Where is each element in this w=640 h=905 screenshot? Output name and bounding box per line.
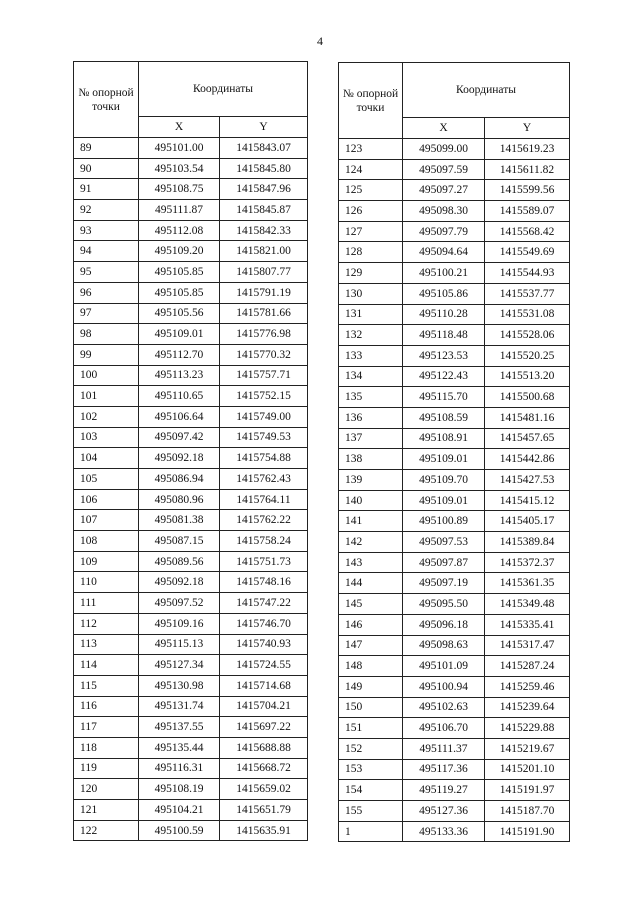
point-number-cell: 111 [74, 593, 139, 614]
point-number-cell: 113 [74, 634, 139, 655]
y-coordinate-cell: 1415668.72 [220, 758, 308, 779]
x-coordinate-cell: 495106.70 [403, 718, 485, 739]
x-coordinate-cell: 495098.63 [403, 635, 485, 656]
coordinates-header: Координаты [139, 62, 308, 117]
table-row [74, 655, 308, 676]
y-coordinate-cell: 1415845.87 [220, 200, 308, 221]
point-number-cell: 99 [74, 344, 139, 365]
point-number-cell: 153 [339, 759, 403, 780]
table-row [74, 758, 308, 779]
point-number-cell: 95 [74, 262, 139, 283]
point-number-cell: 131 [339, 304, 403, 325]
x-coordinate-cell: 495105.86 [403, 283, 485, 304]
y-coordinate-cell: 1415427.53 [485, 470, 570, 491]
x-coordinate-cell: 495108.75 [139, 179, 220, 200]
point-number-cell: 109 [74, 551, 139, 572]
x-coordinate-cell: 495135.44 [139, 737, 220, 758]
table-row [339, 573, 570, 594]
table-row [339, 366, 570, 387]
x-coordinate-cell: 495122.43 [403, 366, 485, 387]
table-row [74, 220, 308, 241]
x-coordinate-cell: 495130.98 [139, 675, 220, 696]
table-row [74, 634, 308, 655]
point-number-cell: 126 [339, 201, 403, 222]
coordinates-table-right [338, 62, 570, 842]
x-column-header: X [139, 117, 220, 138]
table-row [74, 303, 308, 324]
table-row [74, 572, 308, 593]
x-coordinate-cell: 495113.23 [139, 365, 220, 386]
point-number-cell: 120 [74, 779, 139, 800]
table-body-right [339, 139, 570, 842]
y-coordinate-cell: 1415187.70 [485, 801, 570, 822]
point-number-cell: 103 [74, 427, 139, 448]
table-row [74, 365, 308, 386]
point-number-cell: 121 [74, 800, 139, 821]
point-number-cell: 98 [74, 324, 139, 345]
point-number-cell: 123 [339, 139, 403, 160]
x-coordinate-cell: 495105.85 [139, 282, 220, 303]
table-row [74, 800, 308, 821]
y-coordinate-cell: 1415229.88 [485, 718, 570, 739]
y-coordinate-cell: 1415757.71 [220, 365, 308, 386]
table-row [339, 180, 570, 201]
y-coordinate-cell: 1415405.17 [485, 511, 570, 532]
x-coordinate-cell: 495118.48 [403, 325, 485, 346]
point-number-cell: 139 [339, 470, 403, 491]
point-number-cell: 148 [339, 656, 403, 677]
point-number-cell: 130 [339, 283, 403, 304]
x-coordinate-cell: 495100.21 [403, 263, 485, 284]
table-row [74, 138, 308, 159]
table-row [339, 221, 570, 242]
y-coordinate-cell: 1415770.32 [220, 344, 308, 365]
table-row [74, 531, 308, 552]
table-row [339, 821, 570, 842]
point-number-cell: 137 [339, 428, 403, 449]
x-coordinate-cell: 495097.87 [403, 552, 485, 573]
y-coordinate-cell: 1415697.22 [220, 717, 308, 738]
table-row [339, 676, 570, 697]
x-coordinate-cell: 495109.01 [139, 324, 220, 345]
y-coordinate-cell: 1415762.22 [220, 510, 308, 531]
y-coordinate-cell: 1415568.42 [485, 221, 570, 242]
point-number-cell: 147 [339, 635, 403, 656]
x-coordinate-cell: 495109.70 [403, 470, 485, 491]
x-coordinate-cell: 495089.56 [139, 551, 220, 572]
y-coordinate-cell: 1415752.15 [220, 386, 308, 407]
table-row [74, 406, 308, 427]
x-coordinate-cell: 495106.64 [139, 406, 220, 427]
x-coordinate-cell: 495115.13 [139, 634, 220, 655]
x-coordinate-cell: 495094.64 [403, 242, 485, 263]
point-number-cell: 150 [339, 697, 403, 718]
x-coordinate-cell: 495123.53 [403, 345, 485, 366]
y-coordinate-cell: 1415361.35 [485, 573, 570, 594]
y-coordinate-cell: 1415762.43 [220, 469, 308, 490]
x-coordinate-cell: 495105.56 [139, 303, 220, 324]
point-number-cell: 124 [339, 159, 403, 180]
point-number-cell: 143 [339, 552, 403, 573]
point-number-cell: 134 [339, 366, 403, 387]
point-number-cell: 104 [74, 448, 139, 469]
table-row [74, 510, 308, 531]
table-row [339, 656, 570, 677]
x-coordinate-cell: 495100.94 [403, 676, 485, 697]
table-row [74, 469, 308, 490]
point-number-cell: 122 [74, 820, 139, 841]
y-coordinate-cell: 1415389.84 [485, 532, 570, 553]
table-row [74, 613, 308, 634]
x-coordinate-cell: 495115.70 [403, 387, 485, 408]
table-row [339, 614, 570, 635]
table-row [74, 241, 308, 262]
point-number-cell: 127 [339, 221, 403, 242]
y-column-header: Y [220, 117, 308, 138]
x-coordinate-cell: 495097.42 [139, 427, 220, 448]
y-coordinate-cell: 1415764.11 [220, 489, 308, 510]
y-coordinate-cell: 1415748.16 [220, 572, 308, 593]
y-coordinate-cell: 1415317.47 [485, 635, 570, 656]
x-coordinate-cell: 495097.59 [403, 159, 485, 180]
point-number-cell: 93 [74, 220, 139, 241]
point-number-cell: 96 [74, 282, 139, 303]
table-row [339, 594, 570, 615]
x-coordinate-cell: 495097.53 [403, 532, 485, 553]
point-number-cell: 117 [74, 717, 139, 738]
x-coordinate-cell: 495097.52 [139, 593, 220, 614]
y-coordinate-cell: 1415537.77 [485, 283, 570, 304]
y-coordinate-cell: 1415239.64 [485, 697, 570, 718]
y-coordinate-cell: 1415845.80 [220, 158, 308, 179]
table-row [339, 635, 570, 656]
x-coordinate-cell: 495087.15 [139, 531, 220, 552]
point-number-cell: 142 [339, 532, 403, 553]
x-coordinate-cell: 495109.16 [139, 613, 220, 634]
x-coordinate-cell: 495080.96 [139, 489, 220, 510]
table-row [339, 738, 570, 759]
x-coordinate-cell: 495096.18 [403, 614, 485, 635]
y-coordinate-cell: 1415191.97 [485, 780, 570, 801]
table-row [74, 427, 308, 448]
y-coordinate-cell: 1415599.56 [485, 180, 570, 201]
point-number-cell: 138 [339, 449, 403, 470]
x-coordinate-cell: 495100.59 [139, 820, 220, 841]
x-coordinate-cell: 495095.50 [403, 594, 485, 615]
table-row [74, 200, 308, 221]
table-row [74, 593, 308, 614]
x-coordinate-cell: 495112.08 [139, 220, 220, 241]
y-coordinate-cell: 1415749.53 [220, 427, 308, 448]
y-coordinate-cell: 1415481.16 [485, 407, 570, 428]
point-number-cell: 129 [339, 263, 403, 284]
table-row [339, 304, 570, 325]
y-coordinate-cell: 1415821.00 [220, 241, 308, 262]
point-number-cell: 90 [74, 158, 139, 179]
x-coordinate-cell: 495108.91 [403, 428, 485, 449]
y-coordinate-cell: 1415746.70 [220, 613, 308, 634]
point-number-header: № опорной точки [74, 62, 139, 138]
table-row [74, 344, 308, 365]
point-number-cell: 112 [74, 613, 139, 634]
table-row [339, 759, 570, 780]
x-coordinate-cell: 495110.65 [139, 386, 220, 407]
point-number-cell: 92 [74, 200, 139, 221]
point-number-cell: 146 [339, 614, 403, 635]
table-row [74, 820, 308, 841]
x-coordinate-cell: 495112.70 [139, 344, 220, 365]
x-coordinate-cell: 495137.55 [139, 717, 220, 738]
y-coordinate-cell: 1415747.22 [220, 593, 308, 614]
x-coordinate-cell: 495097.19 [403, 573, 485, 594]
table-row [339, 470, 570, 491]
table-row [74, 551, 308, 572]
table-row [74, 779, 308, 800]
y-coordinate-cell: 1415372.37 [485, 552, 570, 573]
table-row [74, 675, 308, 696]
y-coordinate-cell: 1415791.19 [220, 282, 308, 303]
table-row [339, 407, 570, 428]
y-coordinate-cell: 1415219.67 [485, 738, 570, 759]
y-coordinate-cell: 1415442.86 [485, 449, 570, 470]
x-coordinate-cell: 495109.01 [403, 449, 485, 470]
table-row [339, 325, 570, 346]
point-number-cell: 100 [74, 365, 139, 386]
point-number-cell: 114 [74, 655, 139, 676]
point-number-cell: 140 [339, 490, 403, 511]
point-number-cell: 106 [74, 489, 139, 510]
table-row [339, 159, 570, 180]
table-row [339, 490, 570, 511]
point-number-cell: 108 [74, 531, 139, 552]
x-column-header: X [403, 118, 485, 139]
point-number-cell: 132 [339, 325, 403, 346]
y-coordinate-cell: 1415714.68 [220, 675, 308, 696]
point-number-cell: 101 [74, 386, 139, 407]
x-coordinate-cell: 495119.27 [403, 780, 485, 801]
table-row [339, 532, 570, 553]
table-row [339, 242, 570, 263]
table-row [339, 428, 570, 449]
x-coordinate-cell: 495111.87 [139, 200, 220, 221]
point-number-cell: 152 [339, 738, 403, 759]
point-number-cell: 125 [339, 180, 403, 201]
y-coordinate-cell: 1415259.46 [485, 676, 570, 697]
table-row [74, 158, 308, 179]
x-coordinate-cell: 495100.89 [403, 511, 485, 532]
point-number-cell: 133 [339, 345, 403, 366]
y-coordinate-cell: 1415847.96 [220, 179, 308, 200]
y-coordinate-cell: 1415544.93 [485, 263, 570, 284]
y-coordinate-cell: 1415549.69 [485, 242, 570, 263]
table-row [339, 283, 570, 304]
table-row [339, 263, 570, 284]
x-coordinate-cell: 495117.36 [403, 759, 485, 780]
y-coordinate-cell: 1415589.07 [485, 201, 570, 222]
point-number-cell: 135 [339, 387, 403, 408]
table-row [74, 696, 308, 717]
x-coordinate-cell: 495131.74 [139, 696, 220, 717]
x-coordinate-cell: 495086.94 [139, 469, 220, 490]
y-coordinate-cell: 1415520.25 [485, 345, 570, 366]
y-coordinate-cell: 1415531.08 [485, 304, 570, 325]
y-coordinate-cell: 1415191.90 [485, 821, 570, 842]
point-number-header: № опорной точки [339, 63, 403, 139]
page-number: 4 [317, 34, 323, 48]
x-coordinate-cell: 495102.63 [403, 697, 485, 718]
x-coordinate-cell: 495103.54 [139, 158, 220, 179]
point-number-cell: 1 [339, 821, 403, 842]
y-coordinate-cell: 1415528.06 [485, 325, 570, 346]
x-coordinate-cell: 495105.85 [139, 262, 220, 283]
coordinates-table-left [73, 61, 308, 841]
table-row [339, 387, 570, 408]
x-coordinate-cell: 495099.00 [403, 139, 485, 160]
table-row [339, 345, 570, 366]
x-coordinate-cell: 495108.59 [403, 407, 485, 428]
table-row [339, 552, 570, 573]
point-number-cell: 128 [339, 242, 403, 263]
point-number-cell: 89 [74, 138, 139, 159]
table-row [339, 449, 570, 470]
table-row [74, 262, 308, 283]
table-row [74, 737, 308, 758]
point-number-cell: 155 [339, 801, 403, 822]
y-coordinate-cell: 1415201.10 [485, 759, 570, 780]
x-coordinate-cell: 495127.36 [403, 801, 485, 822]
table-row [339, 139, 570, 160]
y-coordinate-cell: 1415457.65 [485, 428, 570, 449]
x-coordinate-cell: 495097.79 [403, 221, 485, 242]
y-coordinate-cell: 1415500.68 [485, 387, 570, 408]
y-coordinate-cell: 1415843.07 [220, 138, 308, 159]
table-row [339, 201, 570, 222]
table-row [74, 386, 308, 407]
x-coordinate-cell: 495109.01 [403, 490, 485, 511]
table-row [339, 697, 570, 718]
point-number-cell: 105 [74, 469, 139, 490]
point-number-cell: 136 [339, 407, 403, 428]
point-number-cell: 145 [339, 594, 403, 615]
y-coordinate-cell: 1415415.12 [485, 490, 570, 511]
x-coordinate-cell: 495110.28 [403, 304, 485, 325]
table-row [339, 718, 570, 739]
table-row [339, 511, 570, 532]
point-number-cell: 110 [74, 572, 139, 593]
x-coordinate-cell: 495108.19 [139, 779, 220, 800]
x-coordinate-cell: 495111.37 [403, 738, 485, 759]
table-row [74, 282, 308, 303]
x-coordinate-cell: 495133.36 [403, 821, 485, 842]
point-number-cell: 144 [339, 573, 403, 594]
y-coordinate-cell: 1415749.00 [220, 406, 308, 427]
table-row [74, 717, 308, 738]
x-coordinate-cell: 495092.18 [139, 572, 220, 593]
x-coordinate-cell: 495098.30 [403, 201, 485, 222]
y-coordinate-cell: 1415740.93 [220, 634, 308, 655]
table-body-left [74, 138, 308, 841]
x-coordinate-cell: 495109.20 [139, 241, 220, 262]
y-coordinate-cell: 1415335.41 [485, 614, 570, 635]
x-coordinate-cell: 495101.09 [403, 656, 485, 677]
point-number-cell: 118 [74, 737, 139, 758]
y-coordinate-cell: 1415751.73 [220, 551, 308, 572]
table-row [339, 801, 570, 822]
y-coordinate-cell: 1415724.55 [220, 655, 308, 676]
point-number-cell: 115 [74, 675, 139, 696]
x-coordinate-cell: 495081.38 [139, 510, 220, 531]
y-coordinate-cell: 1415651.79 [220, 800, 308, 821]
y-coordinate-cell: 1415776.98 [220, 324, 308, 345]
y-coordinate-cell: 1415842.33 [220, 220, 308, 241]
y-column-header: Y [485, 118, 570, 139]
y-coordinate-cell: 1415758.24 [220, 531, 308, 552]
y-coordinate-cell: 1415287.24 [485, 656, 570, 677]
table-row [74, 179, 308, 200]
point-number-cell: 151 [339, 718, 403, 739]
point-number-cell: 107 [74, 510, 139, 531]
x-coordinate-cell: 495104.21 [139, 800, 220, 821]
point-number-cell: 116 [74, 696, 139, 717]
point-number-cell: 119 [74, 758, 139, 779]
point-number-cell: 141 [339, 511, 403, 532]
point-number-cell: 97 [74, 303, 139, 324]
table-row [339, 780, 570, 801]
x-coordinate-cell: 495116.31 [139, 758, 220, 779]
point-number-cell: 154 [339, 780, 403, 801]
table-row [74, 448, 308, 469]
point-number-cell: 94 [74, 241, 139, 262]
table-row [74, 324, 308, 345]
x-coordinate-cell: 495101.00 [139, 138, 220, 159]
y-coordinate-cell: 1415754.88 [220, 448, 308, 469]
y-coordinate-cell: 1415349.48 [485, 594, 570, 615]
table-row [74, 489, 308, 510]
y-coordinate-cell: 1415807.77 [220, 262, 308, 283]
coordinates-header: Координаты [403, 63, 570, 118]
y-coordinate-cell: 1415781.66 [220, 303, 308, 324]
y-coordinate-cell: 1415635.91 [220, 820, 308, 841]
point-number-cell: 91 [74, 179, 139, 200]
point-number-cell: 102 [74, 406, 139, 427]
y-coordinate-cell: 1415611.82 [485, 159, 570, 180]
y-coordinate-cell: 1415704.21 [220, 696, 308, 717]
y-coordinate-cell: 1415659.02 [220, 779, 308, 800]
x-coordinate-cell: 495097.27 [403, 180, 485, 201]
point-number-cell: 149 [339, 676, 403, 697]
x-coordinate-cell: 495092.18 [139, 448, 220, 469]
y-coordinate-cell: 1415619.23 [485, 139, 570, 160]
y-coordinate-cell: 1415688.88 [220, 737, 308, 758]
x-coordinate-cell: 495127.34 [139, 655, 220, 676]
y-coordinate-cell: 1415513.20 [485, 366, 570, 387]
